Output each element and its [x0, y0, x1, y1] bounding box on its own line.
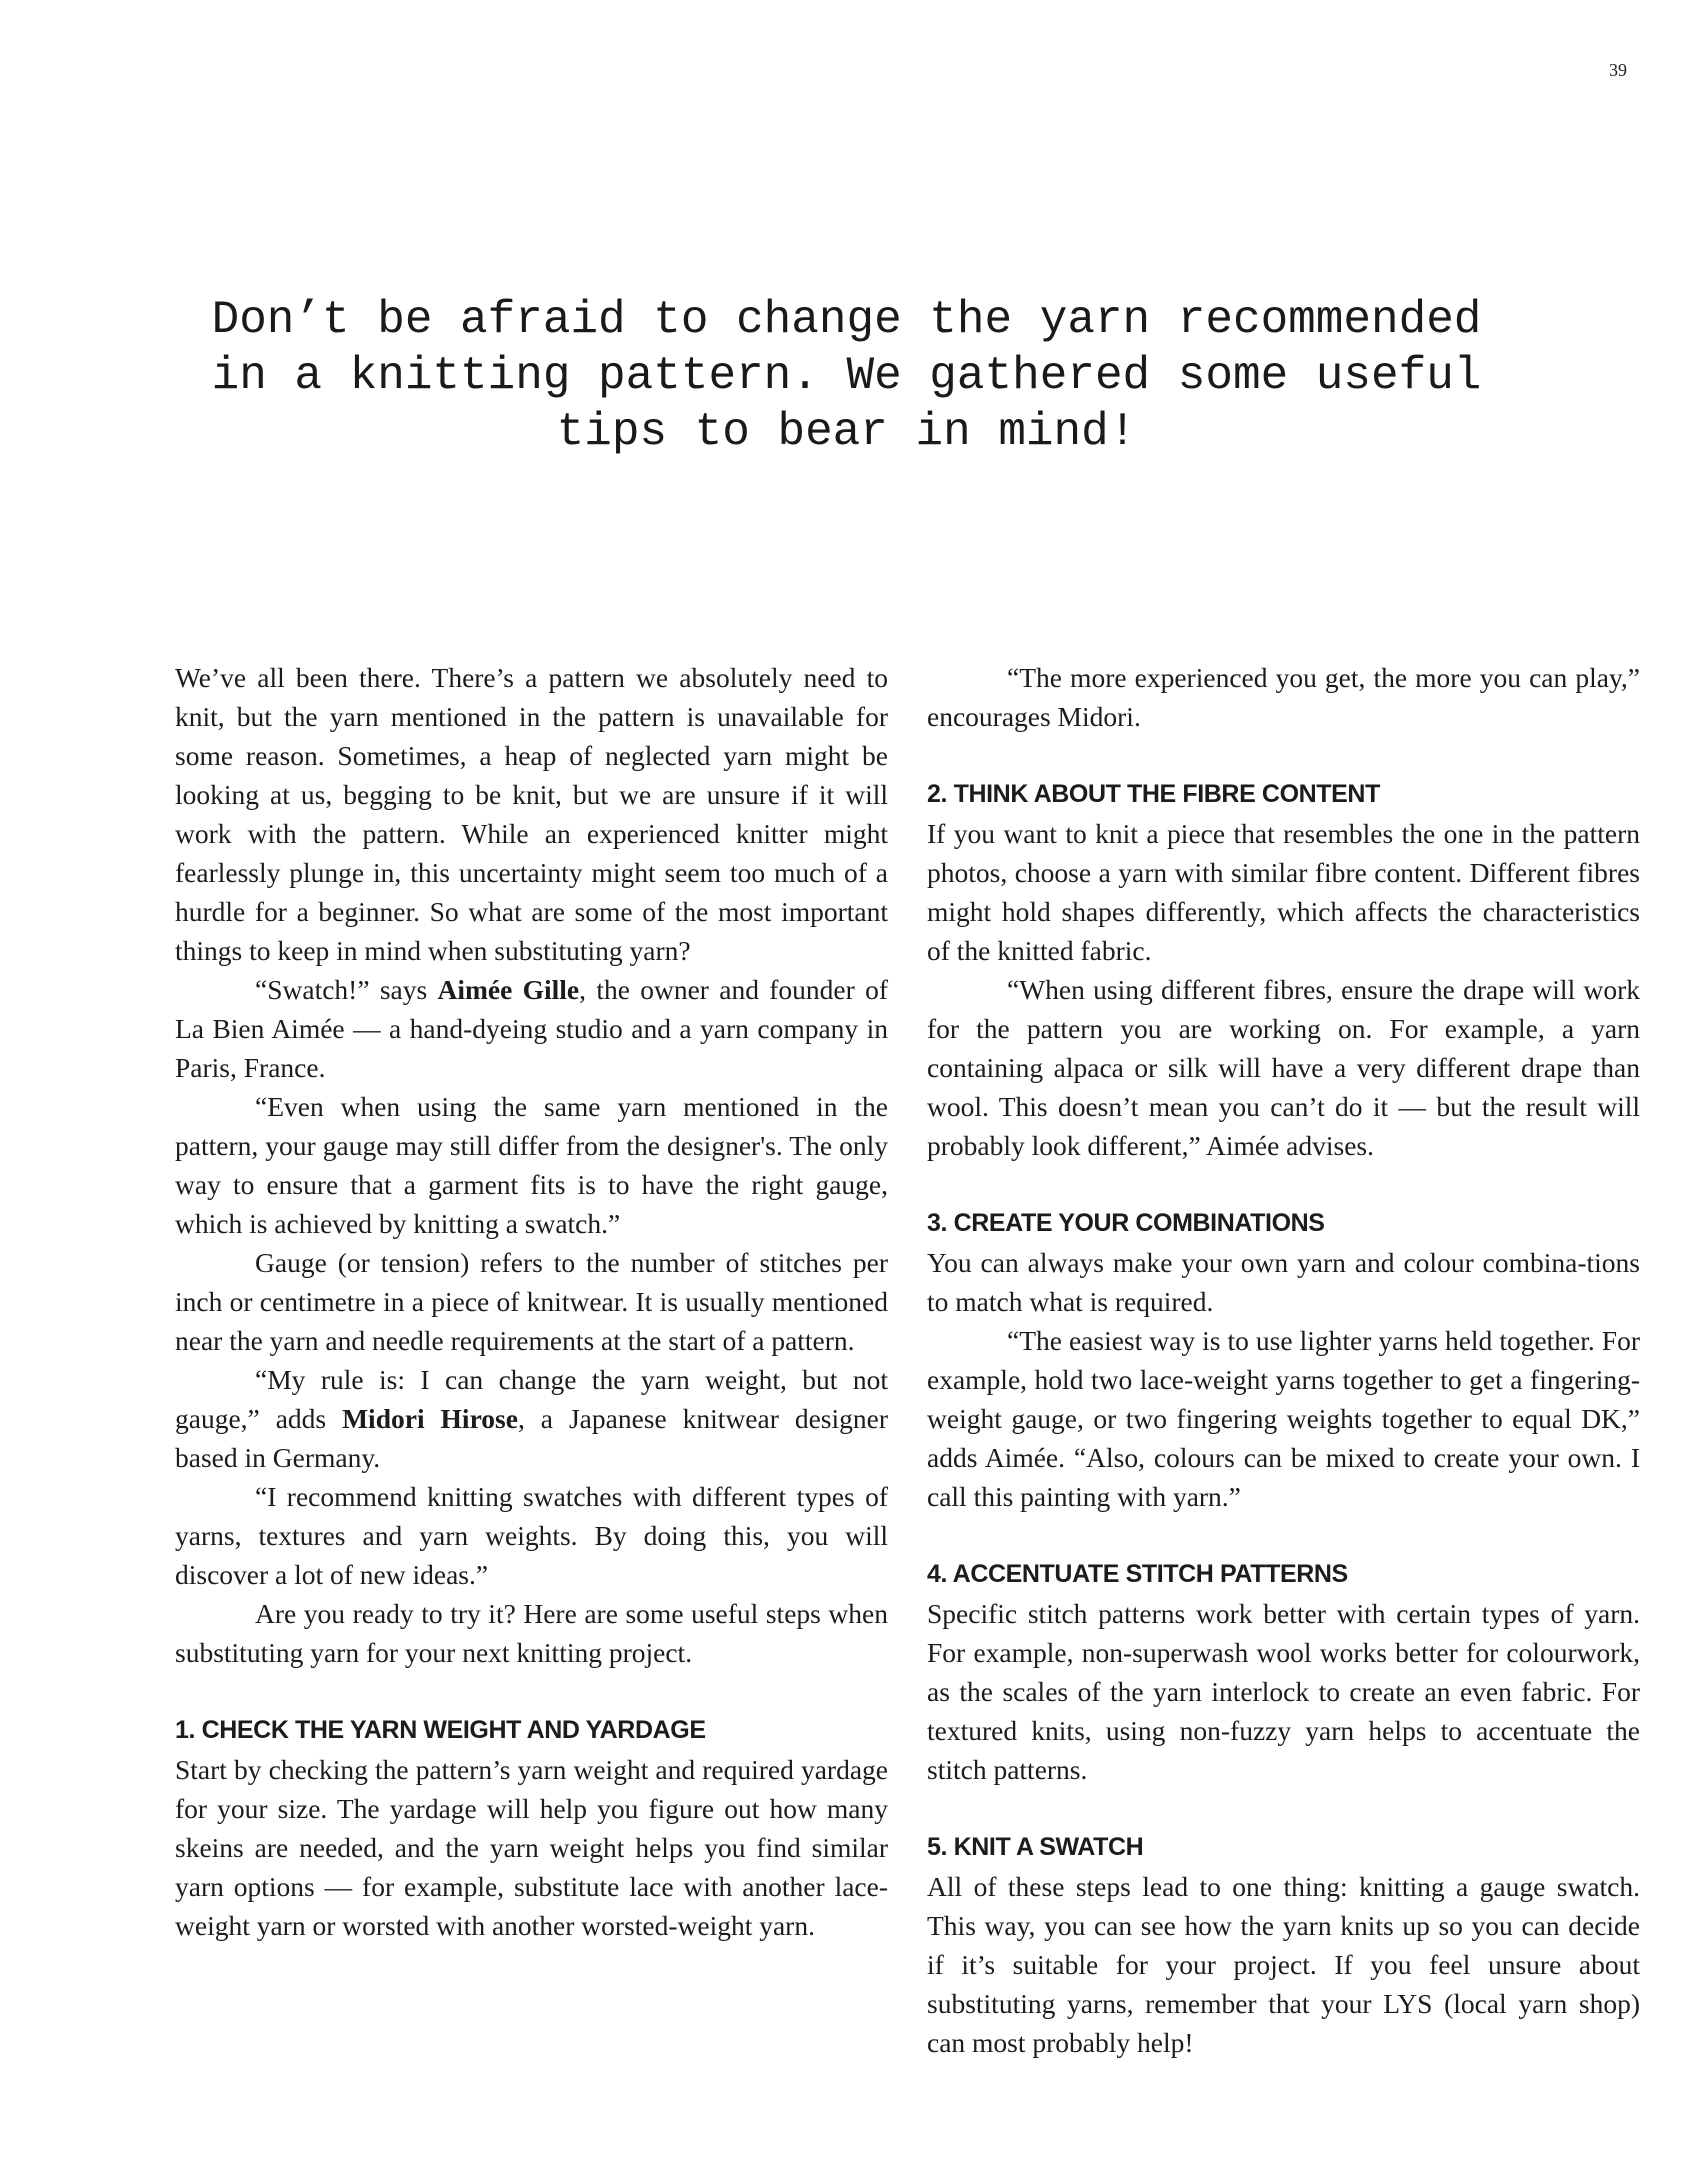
paragraph-recommend: “I recommend knitting swatches with different types of yarns, textures and yarn weights. By doing this, you will discover a lot of new ideas.” [175, 1481, 888, 1590]
person-name-midori: Midori Hirose [342, 1403, 518, 1434]
section-heading-1: 1. CHECK THE YARN WEIGHT AND YARDAGE [175, 1716, 706, 1744]
right-column [927, 658, 1640, 2062]
paragraph-midori-rule [175, 1360, 888, 1477]
section-quote-3: “The easiest way is to use lighter yarns held together. For example, hold two lace-weight yarns together to get a fingering-weight gauge, or two fingering weights together to equal DK,” adds Aimée. “Also, colours can be mixed to create your own. I call this painting with yarn.” [927, 1325, 1640, 1512]
paragraph-experienced-quote: “The more experienced you get, the more you can play,” encourages Midori. [927, 662, 1640, 732]
section-body-3: You can always make your own yarn and colour combina-tions to match what is required. [927, 1247, 1640, 1317]
paragraph-gauge-definition: Gauge (or tension) refers to the number of stitches per inch or centimetre in a piece of knitwear. It is usually mentioned near the yarn and needle requirements at the start of a pattern. [175, 1247, 888, 1356]
section-heading-2: 2. THINK ABOUT THE FIBRE CONTENT [927, 780, 1380, 808]
section-quote-2: “When using different fibres, ensure the drape will work for the pattern you are working on. For example, a yarn containing alpaca or silk will have a very different drape than wool. This doesn’t mean you can’t do it — but the result will probably look different,” Aimée advises. [927, 974, 1640, 1161]
section-heading-4: 4. ACCENTUATE STITCH PATTERNS [927, 1560, 1348, 1588]
paragraph-swatch-quote [175, 970, 888, 1087]
headline: Don’t be afraid to change the yarn recommended in a knitting pattern. We gathered some useful tips to bear in mind! [211, 294, 1482, 458]
left-column [175, 658, 888, 1945]
paragraph-text: , a Japanese knitwear designer based in Germany. [175, 1403, 888, 1473]
person-name-aimee: Aimée Gille [437, 974, 580, 1005]
section-heading-5: 5. KNIT A SWATCH [927, 1833, 1144, 1861]
section-body-5: All of these steps lead to one thing: knitting a gauge swatch. This way, you can see how the yarn knits up so you can decide if it’s suitable for your project. If you feel unsure about substituting yarns, remember that your LYS (local yarn shop) can most probably help! [927, 1871, 1640, 2058]
intro-paragraph: We’ve all been there. There’s a pattern we absolutely need to knit, but the yarn mentioned in the pattern is unavailable for some reason. Sometimes, a heap of neglected yarn might be looking at us, begging to be knit, but we are unsure if it will work with the pattern. While an experienced knitter might fearlessly plunge in, this uncertainty might seem too much of a hurdle for a beginner. So what are some of the most important things to keep in mind when substituting yarn? [175, 662, 888, 966]
paragraph-ready: Are you ready to try it? Here are some useful steps when substituting yarn for your next knitting project. [175, 1598, 888, 1668]
paragraph-text: “My rule is: I can change the yarn weight, but not gauge,” adds [175, 1364, 888, 1434]
paragraph-gauge-quote: “Even when using the same yarn mentioned in the pattern, your gauge may still differ from the designer's. The only way to ensure that a garment fits is to have the right gauge, which is achieved by knitting a swatch.” [175, 1091, 888, 1239]
section-body-2: If you want to knit a piece that resembles the one in the pattern photos, choose a yarn with similar fibre content. Different fibres might hold shapes differently, which affects the characteristics of the knitted fabric. [927, 818, 1640, 966]
paragraph-text: “Swatch!” says [255, 974, 438, 1005]
paragraph-text: , the owner and founder of La Bien Aimée — a hand-dyeing studio and a yarn company in Paris, France. [175, 974, 888, 1083]
section-heading-3: 3. CREATE YOUR COMBINATIONS [927, 1209, 1325, 1237]
page-number: 39 [1609, 60, 1627, 80]
section-body-4: Specific stitch patterns work better with certain types of yarn. For example, non-superwash wool works better for colourwork, as the scales of the yarn interlock to create an even fabric. For textured knits, using non-fuzzy yarn helps to accentuate the stitch patterns. [927, 1598, 1640, 1785]
section-body-1: Start by checking the pattern’s yarn weight and required yardage for your size. The yardage will help you figure out how many skeins are needed, and the yarn weight helps you find similar yarn options — for example, substitute lace with another lace-weight yarn or worsted with another worsted-weight yarn. [175, 1754, 888, 1941]
